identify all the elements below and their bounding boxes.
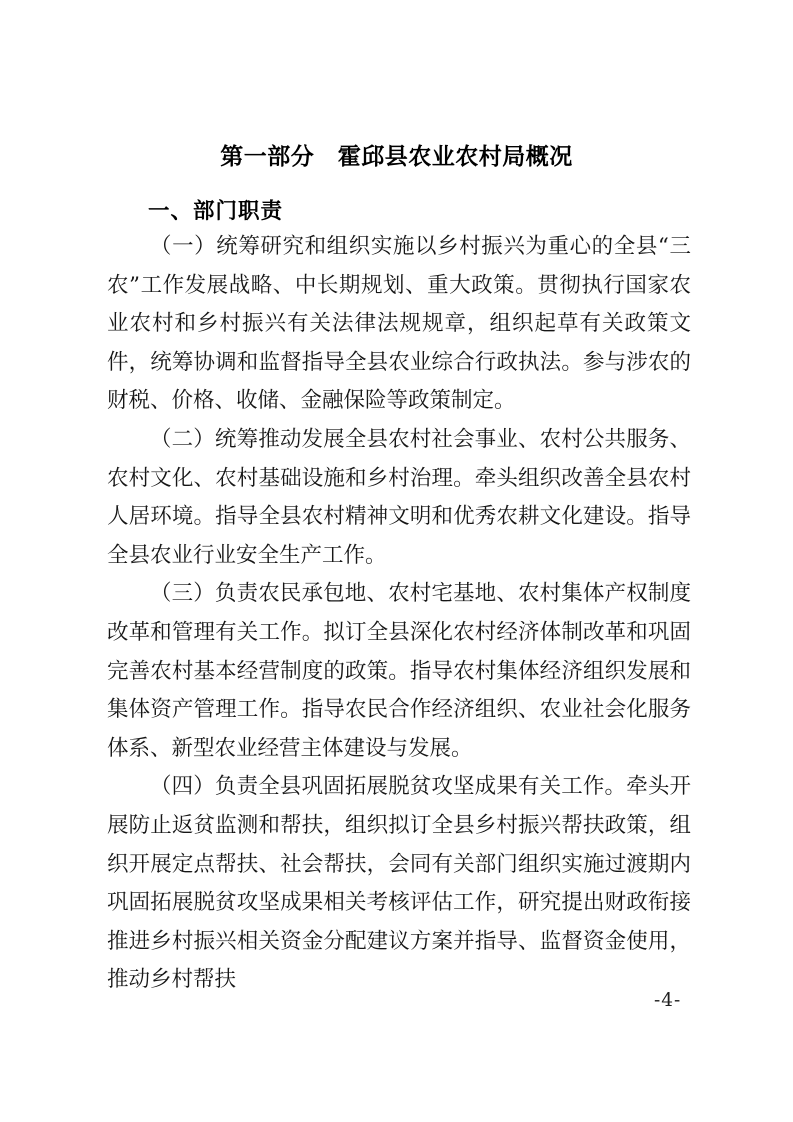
body-paragraph-1: （一）统筹研究和组织实施以乡村振兴为重心的全县“三农”工作发展战略、中长期规划、重大政策。贯彻执行国家农业农村和乡村振兴有关法律法规规章，组织起草有关政策文件，统筹协调和监督指导全县农业综合行政执法。参与涉农的财税、价格、收储、金融保险等政策制定。 <box>107 234 691 414</box>
body-paragraph-4: （四）负责全县巩固拓展脱贫攻坚成果有关工作。牵头开展防止返贫监测和帮扶，组织拟订全县乡村振兴帮扶政策，组织开展定点帮扶、社会帮扶，会同有关部门组织实施过渡期内巩固拓展脱贫攻坚成果相关考核评估工作，研究提出财政衔接推进乡村振兴相关资金分配建议方案并指导、监督资金使用，推动乡村帮扶 <box>107 774 691 993</box>
body-paragraph-2: （二）统筹推动发展全县农村社会事业、农村公共服务、农村文化、农村基础设施和乡村治理。牵头组织改善全县农村人居环境。指导全县农村精神文明和优秀农耕文化建设。指导全县农业行业安全生产工作。 <box>107 426 691 568</box>
document-body <box>107 228 691 1000</box>
body-paragraph-3: （三）负责农民承包地、农村宅基地、农村集体产权制度改革和管理有关工作。拟订全县深化农村经济体制改革和巩固完善农村基本经营制度的政策。指导农村集体经济组织发展和集体资产管理工作。指导农民合作经济组织、农业社会化服务体系、新型农业经营主体建设与发展。 <box>107 581 691 761</box>
section-heading-duties: 一、部门职责 <box>148 199 284 223</box>
page-number: -4- <box>654 990 682 1011</box>
document-title: 第一部分 霍邱县农业农村局概况 <box>220 143 573 169</box>
